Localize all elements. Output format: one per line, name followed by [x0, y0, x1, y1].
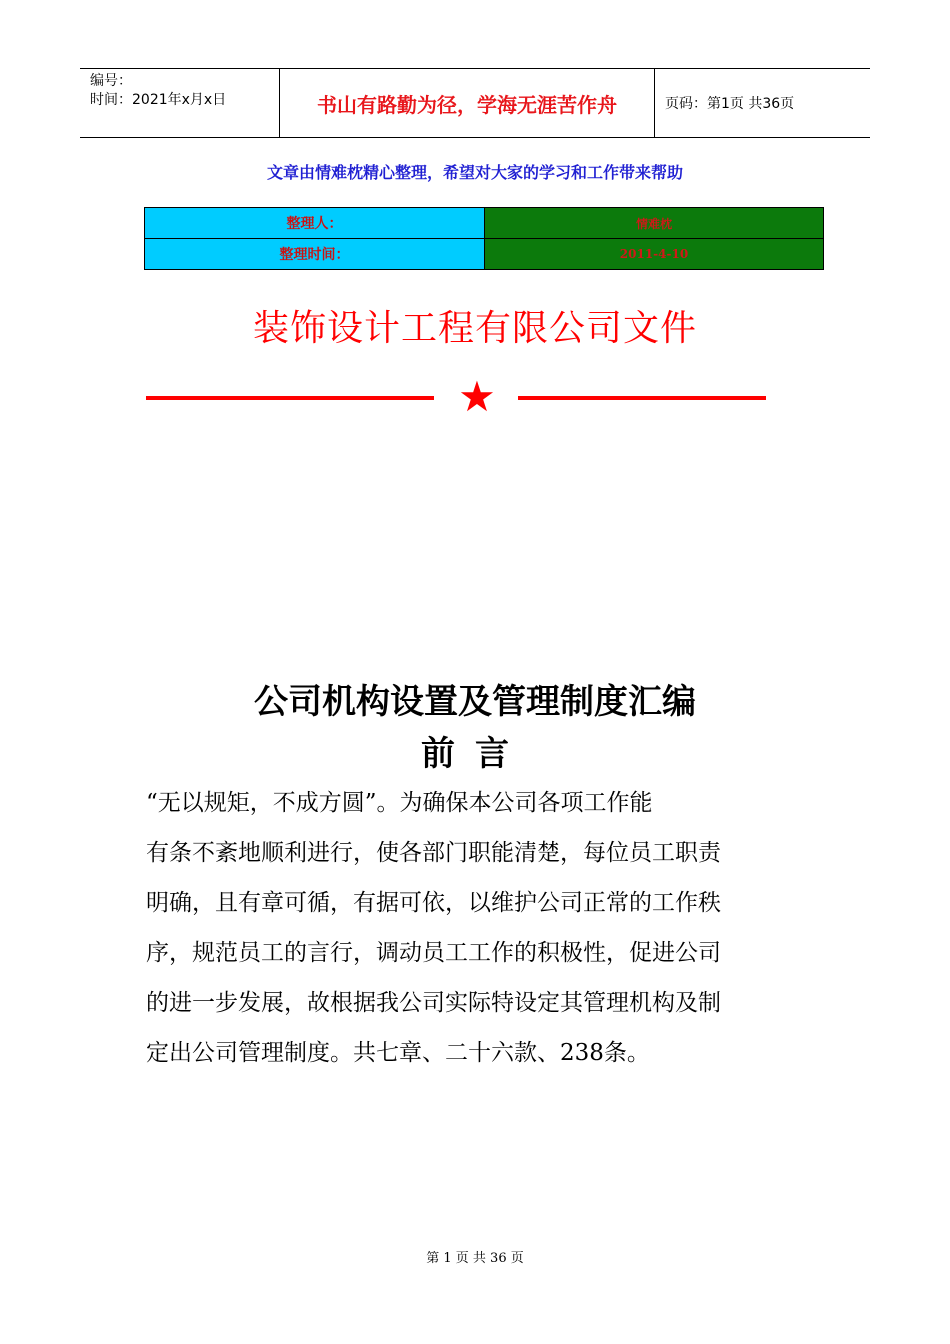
table-row: [145, 239, 824, 270]
document-time-label: 时间：2021年x月x日: [90, 92, 227, 108]
body-line: 有条不紊地顺利进行，使各部门职能清楚，每位员工职责: [146, 840, 721, 866]
body-line: 序，规范员工的言行，调动员工工作的积极性，促进公司: [146, 940, 721, 966]
star-icon: ★: [458, 372, 496, 421]
table-row: [145, 208, 824, 239]
compile-time-value: 2011-4-10: [485, 239, 824, 270]
header-page-info: 页码：第1页 共36页: [665, 96, 795, 112]
compiler-label: 整理人：: [145, 208, 485, 239]
body-line: 的进一步发展，故根据我公司实际特设定其管理机构及制: [146, 990, 721, 1016]
divider-left: [146, 396, 434, 400]
body-line: “无以规矩，不成方圆”。为确保本公司各项工作能: [146, 790, 653, 816]
header-meta-cell: [80, 69, 280, 137]
document-number-label: 编号：: [90, 73, 132, 89]
header-table: [80, 68, 870, 138]
company-title: 装饰设计工程有限公司文件: [252, 308, 697, 349]
compiler-value: 情难枕: [485, 208, 824, 239]
preface-heading: 前言: [421, 734, 529, 774]
document-title: 公司机构设置及管理制度汇编: [254, 682, 696, 722]
body-line: 明确，且有章可循，有据可依，以维护公司正常的工作秩: [146, 890, 721, 916]
page-footer: 第 1 页 共 36 页: [426, 1251, 524, 1266]
body-line: 定出公司管理制度。共七章、二十六款、238条。: [146, 1040, 650, 1066]
compiler-info-table: [144, 207, 824, 270]
preface-body: [146, 778, 796, 1078]
compile-time-label: 整理时间：: [145, 239, 485, 270]
compiler-note: 文章由情难枕精心整理，希望对大家的学习和工作带来帮助: [266, 163, 683, 182]
header-motto: 书山有路勤为径，学海无涯苦作舟: [280, 69, 655, 137]
divider-right: [518, 396, 766, 400]
